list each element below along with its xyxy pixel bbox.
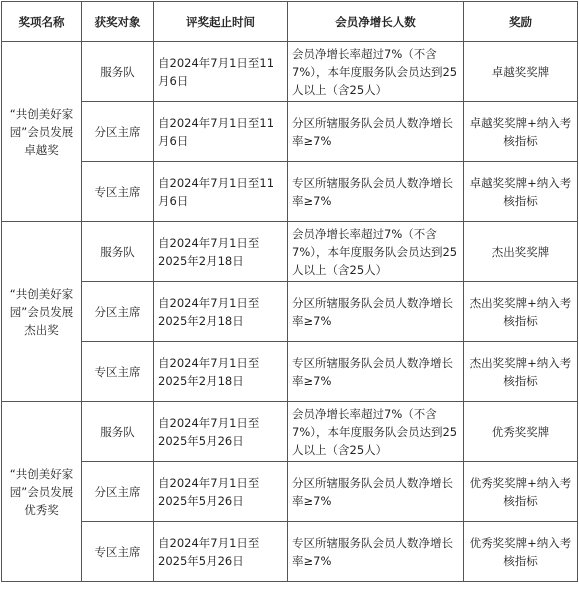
criteria-cell: 专区所辖服务队会员人数净增长率≥7%	[288, 162, 464, 222]
reward-cell: 杰出奖奖牌+纳入考核指标	[464, 342, 578, 402]
table-row	[2, 522, 578, 582]
criteria-cell: 会员净增长率超过7%（不含7%），本年度服务队会员达到25人以上（含25人）	[288, 42, 464, 102]
reward-cell: 杰出奖奖牌	[464, 222, 578, 282]
table-row	[2, 162, 578, 222]
period-cell: 自2024年7月1日至2025年2月18日	[154, 222, 288, 282]
criteria-cell: 分区所辖服务队会员人数净增长率≥7%	[288, 462, 464, 522]
reward-cell: 优秀奖奖牌+纳入考核指标	[464, 522, 578, 582]
table-row	[2, 102, 578, 162]
period-cell: 自2024年7月1日至2025年5月26日	[154, 522, 288, 582]
table-header-row	[2, 2, 578, 42]
target-cell: 分区主席	[82, 462, 154, 522]
criteria-cell: 分区所辖服务队会员人数净增长率≥7%	[288, 282, 464, 342]
target-cell: 服务队	[82, 42, 154, 102]
header-award-target: 获奖对象	[82, 2, 154, 42]
criteria-cell: 专区所辖服务队会员人数净增长率≥7%	[288, 342, 464, 402]
target-cell: 服务队	[82, 402, 154, 462]
criteria-cell: 专区所辖服务队会员人数净增长率≥7%	[288, 522, 464, 582]
target-cell: 分区主席	[82, 282, 154, 342]
period-cell: 自2024年7月1日至11月6日	[154, 162, 288, 222]
header-award-name: 奖项名称	[2, 2, 82, 42]
reward-cell: 卓越奖奖牌+纳入考核指标	[464, 102, 578, 162]
period-cell: 自2024年7月1日至11月6日	[154, 42, 288, 102]
target-cell: 专区主席	[82, 522, 154, 582]
reward-cell: 优秀奖奖牌+纳入考核指标	[464, 462, 578, 522]
table-row	[2, 222, 578, 282]
awards-table	[1, 1, 578, 582]
reward-cell: 卓越奖奖牌	[464, 42, 578, 102]
reward-cell: 卓越奖奖牌+纳入考核指标	[464, 162, 578, 222]
criteria-cell: 分区所辖服务队会员人数净增长率≥7%	[288, 102, 464, 162]
award-name-cell: “共创美好家园”会员发展卓越奖	[2, 42, 82, 222]
criteria-cell: 会员净增长率超过7%（不含7%），本年度服务队会员达到25人以上（含25人）	[288, 402, 464, 462]
header-reward: 奖励	[464, 2, 578, 42]
award-name-cell: “共创美好家园”会员发展杰出奖	[2, 222, 82, 402]
header-net-growth: 会员净增长人数	[288, 2, 464, 42]
period-cell: 自2024年7月1日至2025年5月26日	[154, 402, 288, 462]
target-cell: 服务队	[82, 222, 154, 282]
header-period: 评奖起止时间	[154, 2, 288, 42]
period-cell: 自2024年7月1日至2025年2月18日	[154, 342, 288, 402]
table-row	[2, 402, 578, 462]
period-cell: 自2024年7月1日至11月6日	[154, 102, 288, 162]
reward-cell: 杰出奖奖牌+纳入考核指标	[464, 282, 578, 342]
table-row	[2, 342, 578, 402]
table-row	[2, 462, 578, 522]
reward-cell: 优秀奖奖牌	[464, 402, 578, 462]
period-cell: 自2024年7月1日至2025年2月18日	[154, 282, 288, 342]
period-cell: 自2024年7月1日至2025年5月26日	[154, 462, 288, 522]
target-cell: 专区主席	[82, 342, 154, 402]
target-cell: 专区主席	[82, 162, 154, 222]
target-cell: 分区主席	[82, 102, 154, 162]
table-row	[2, 42, 578, 102]
award-name-cell: “共创美好家园”会员发展优秀奖	[2, 402, 82, 582]
table-row	[2, 282, 578, 342]
criteria-cell: 会员净增长率超过7%（不含7%），本年度服务队会员达到25人以上（含25人）	[288, 222, 464, 282]
